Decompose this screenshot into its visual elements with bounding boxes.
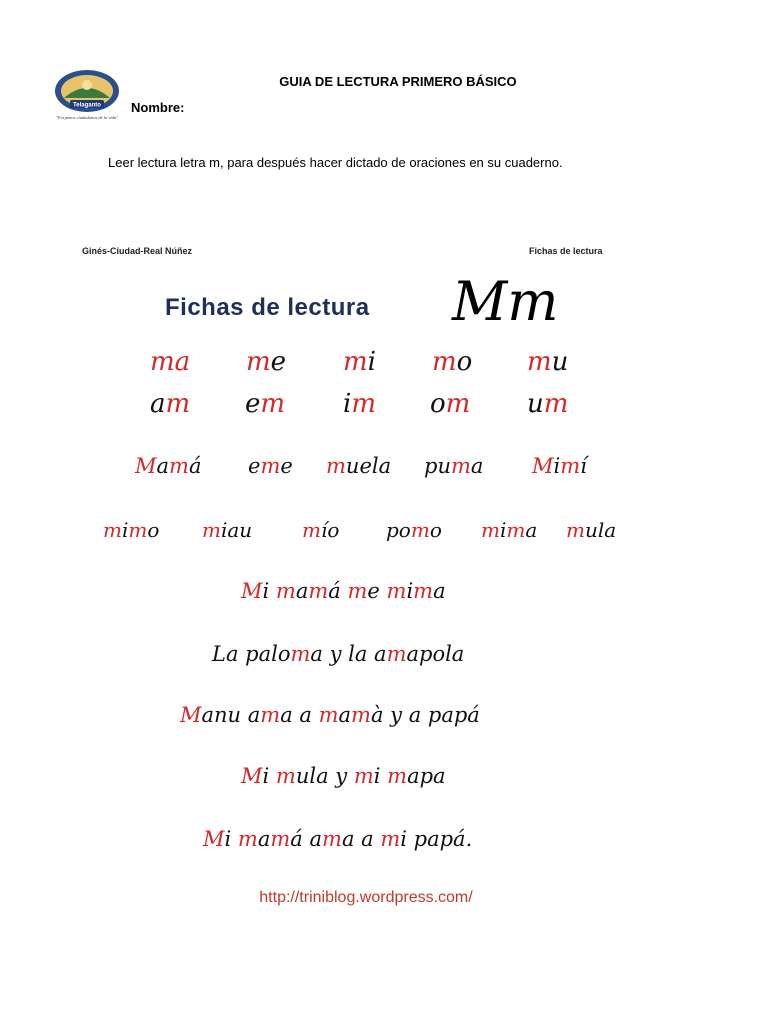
sentence-item: Mi mamá ama a mi papá. (203, 827, 473, 851)
sentence-item: Mi mamá me mima (241, 579, 446, 603)
sheet-section: Fichas de lectura (529, 246, 603, 256)
word-item: miau (202, 518, 253, 542)
syllable-item: ma (150, 347, 191, 377)
syllable-item: im (343, 389, 376, 419)
word-item: puma (424, 454, 484, 478)
page-title: GUIA DE LECTURA PRIMERO BÁSICO (279, 74, 517, 89)
sheet-title: Fichas de lectura (165, 294, 370, 321)
instructions-text: Leer lectura letra m, para después hacer dictado de oraciones en su cuaderno. (108, 155, 563, 170)
word-item: Mimí (532, 454, 587, 478)
syllable-item: me (246, 347, 287, 377)
svg-text:"Forjamos ciudadanos de la vid: "Forjamos ciudadanos de la vida" (55, 115, 119, 120)
syllable-item: mu (527, 347, 569, 377)
sentence-item: Mi mula y mi mapa (241, 764, 446, 788)
name-label: Nombre: (131, 100, 185, 115)
word-item: pomo (386, 518, 442, 542)
syllable-item: om (430, 389, 471, 419)
syllable-item: mo (432, 347, 473, 377)
word-item: Mamá (135, 454, 202, 478)
word-item: mío (302, 518, 340, 542)
sentence-item: La paloma y la amapola (212, 642, 465, 666)
syllable-item: mi (343, 347, 376, 377)
svg-text:Telaganto: Telaganto (73, 102, 101, 109)
letter-heading: Mm (452, 270, 559, 333)
word-item: eme (248, 454, 293, 478)
word-item: mima (481, 518, 538, 542)
syllable-item: um (527, 389, 569, 419)
sentence-item: Manu ama a mamà y a papá (180, 703, 480, 727)
word-item: mula (566, 518, 617, 542)
sheet-author: Ginés-Ciudad-Real Núñez (82, 246, 193, 256)
syllable-item: em (245, 389, 286, 419)
word-item: muela (326, 454, 392, 478)
source-url[interactable]: http://triniblog.wordpress.com/ (259, 889, 473, 906)
word-item: mimo (103, 518, 160, 542)
syllable-item: am (150, 389, 191, 419)
